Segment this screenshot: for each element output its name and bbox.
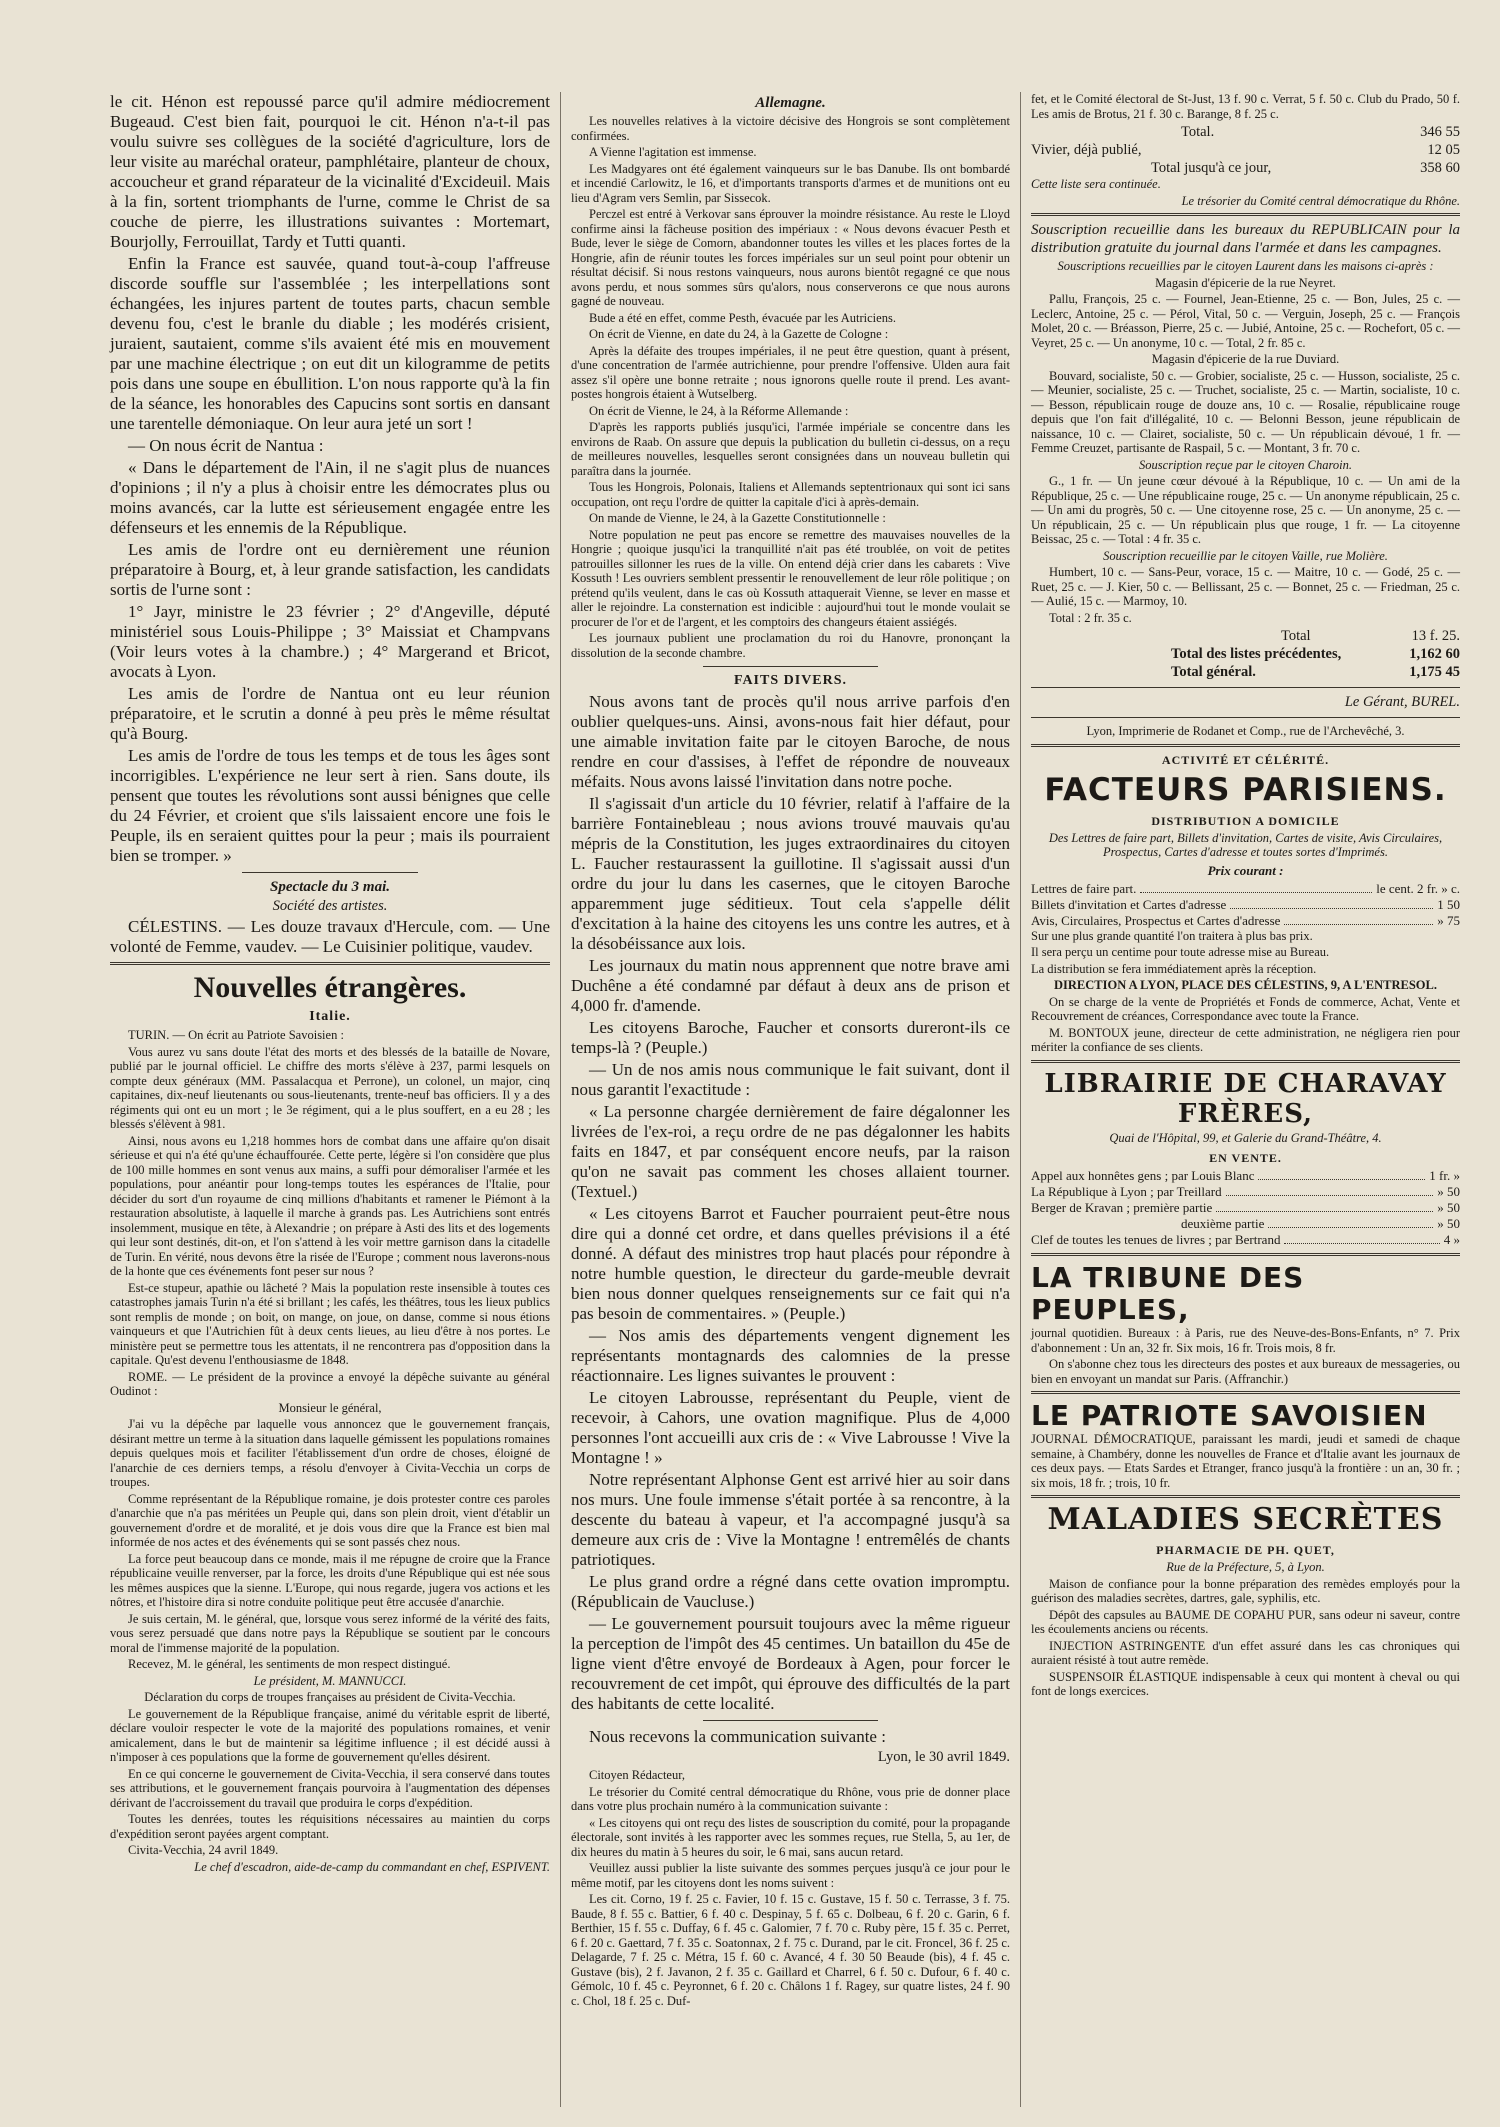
total-row [1031,663,1460,681]
ad-line: On s'abonne chez tous les directeurs des postes et aux bureaux de messageries, ou bien en envoyant un mandat sur Paris. (Affranchir.) [1031,1357,1460,1386]
divider [1031,717,1460,718]
dot-leader [1268,1216,1433,1228]
article-paragraph: Les journaux du matin nous apprennent que notre brave ami Duchêne a été condamné par défaut à deux ans de prison et 4,000 fr. d'amende. [571,956,1010,1015]
total-label: Total général. [1171,664,1256,680]
article-paragraph: Les Madgyares ont été également vainqueurs sur le bas Danube. Ils ont bombardé et incendié Carlowitz, le 16, et d'importants transports d'armes et de munitions ont eu lieu d'Agram vers Semlin, par Sissecok. [571,161,1010,205]
article-paragraph: — Un de nos amis nous communique le fait suivant, dont il nous garantit l'exactitude : [571,1060,1010,1099]
divider [703,666,879,667]
article-paragraph: « La personne chargée dernièrement de faire dégalonner les livrées de l'ex-roi, a reçu ordre de ne pas dégalonner les habits faits en 1847, et par conséquent encore neufs, par la raison qu'on ne savait pas comment les choses allaient tourner. (Textuel.) [571,1102,1010,1201]
divider [242,872,418,873]
spectacle-text: CÉLESTINS. — Les douze travaux d'Hercule, com. — Une volonté de Femme, vaudev. — Le Cuisinier politique, vaudev. [110,917,550,956]
article-paragraph: Notre population ne peut pas encore se remettre des mauvaises nouvelles de la Hongrie ; quoique jusqu'ici la tranquillité n'ait pas été troublée, on voit de petites patrouilles sillonner les rues de la ville. On entend déjà crier dans les cabarets : Vive Kossuth ! Les ouvriers semblent pressentir le renouvellement de leur rôle politique ; on prétend qu'ils veulent, dans le cas où Kossuth attaquerait Vienne, se lever en masse et aller le rejoindre. La consternation est indicible : aujourd'hui tout le monde voulait se procurer de l'or et de l'argent, et les comptoirs des changeurs étaient assiégés. [571,527,1010,629]
article-paragraph: La force peut beaucoup dans ce monde, mais il me répugne de croire que la France républicaine veuille renverser, par la force, les droits d'une République qui est née sous les mêmes auspices que la sienne. L'Europe, qui nous regarde, jugera vos actions et les nôtres, et l'histoire dira si notre conduite politique peut être accusée d'anarchie. [110,1551,550,1609]
faits-divers-heading: FAITS DIVERS. [733,673,848,688]
ad-title: MALADIES SECRÈTES [1047,1502,1444,1537]
subscription-subheading: Magasin d'épicerie de la rue Duviard. [1151,352,1340,366]
article-paragraph: « Dans le département de l'Ain, il ne s'agit plus de nuances d'opinions ; il n'y a plus à choisir entre les démocrates plus ou moins avancés, car la lutte est sérieusement engagée entre les défenseurs et les ennemis de la République. [110,458,550,537]
divider [110,962,550,965]
article-paragraph: Après la défaite des troupes impériales, il ne peut être question, quant à présent, d'une concentration de l'armée autrichienne, pour prendre l'offensive. Ulden aura fait assez s'il opère une bonne retraite ; nous ignorons quelle route il prend. Les avant-postes hongrois étaient à Wutselberg. [571,343,1010,401]
article-paragraph: J'ai vu la dépêche par laquelle vous annoncez que le gouvernement français, désirant mettre un terme à la situation dans laquelle gémissent les populations romaines depuis quelques mois et faciliter l'établissement d'un ordre de choses, éloigné de l'anarchie de ces derniers temps, a résolu d'envoyer à Civita-Vecchia un corps de troupes. [110,1417,550,1489]
ad-prix-heading: Prix courant : [1207,862,1284,878]
total-value: 358 60 [1420,160,1460,176]
foreign-news-title: Nouvelles étrangères. [193,971,467,1004]
book-price: 4 » [1443,1232,1460,1247]
signature: Le chef d'escadron, aide-de-camp du commandant en chef, ESPIVENT. [194,1859,550,1874]
article-paragraph: Citoyen Rédacteur, [589,1768,685,1782]
ad-line: M. BONTOUX jeune, directeur de cette administration, ne négligera rien pour mériter la confiance de ses clients. [1031,1025,1460,1054]
italie-heading: Italie. [309,1009,351,1024]
laurent-title: Souscriptions recueillies par le citoyen Laurent dans les maisons ci-après : [1057,259,1434,273]
article-paragraph: Est-ce stupeur, apathie ou lâcheté ? Mais la population reste insensible à toutes ces catastrophes jamais Turin n'a été si brillant ; les cafés, les théâtres, tous les lieux publics sont remplis de monde ; on boit, on mange, on joue, on danse, comme si nous étions vainqueurs et que l'Autrichien fût à deux cents lieues, au lieu d'être à nos portes. Le ministère peut se permettre tous les attentats, il ne rencontrera pas d'opposition dans la capitale. Qu'est devenu l'enthousiasme de 1848. [110,1280,550,1367]
ad-librairie-charavay [1031,1069,1460,1249]
divider [1031,1253,1460,1256]
ad-maladies-secretes [1031,1503,1460,1699]
article-paragraph: Tous les Hongrois, Polonais, Italiens et Allemands septentrionaux qui sont ici sans occupation, ont reçu l'ordre de quitter la capitale d'ici à après-demain. [571,480,1010,509]
ad-title: FACTEURS PARISIENS. [1044,771,1447,808]
ad-subhead: PHARMACIE DE PH. QUET, [1156,1543,1335,1557]
gerant-signature: Le Gérant, BUREL. [1344,694,1460,710]
subscription-list: Humbert, 10 c. — Sans-Peur, vorace, 15 c. — Maitre, 10 c. — Godé, 25 c. — Ruet, 25 c. — J. Kier, 50 c. — Bellissant, 25 c. — Bonnet, 25 c. — Friedman, 25 c. — Aulié, 15 c. — Marmoy, 10. [1031,565,1460,608]
allemagne-heading: Allemagne. [755,95,826,111]
ad-line: Maison de confiance pour la bonne préparation des remèdes employés pour la guérison des maladies secrètes, dartres, gale, syphilis, etc. [1031,1576,1460,1605]
ad-line: journal quotidien. Bureaux : à Paris, rue des Neuve-des-Bons-Enfants, n° 7. Prix d'abonnement : Un an, 32 fr. Six mois, 16 fr. Trois mois, 8 fr. [1031,1326,1460,1355]
souscription-title: Souscription recueillie dans les bureaux du REPUBLICAIN pour la distribution gratuite du journal dans l'armée et dans les campagnes. [1031,222,1460,256]
divider [703,1720,879,1721]
ad-facteurs-parisiens [1031,753,1460,1055]
dateline: Civita-Vecchia, 24 avril 1849. [128,1843,279,1857]
book-label: Clef de toutes les tenues de livres ; par Bertrand [1031,1232,1281,1247]
book-label: La République à Lyon ; par Treillard [1031,1184,1222,1199]
total-label: Total [1281,628,1311,644]
divider [1031,1060,1460,1063]
divider [1031,687,1460,688]
article-paragraph: — Le gouvernement poursuit toujours avec la même rigueur la perception de l'impôt des 45 centimes. Un bataillon du 45e de ligne vient d'être envoyé de Bordeaux à Agen, pour forcer le recouvrement de cet impôt, qui éprouve des difficultés de la part des habitants de cette localité. [571,1614,1010,1713]
declaration-title: Déclaration du corps de troupes françaises au président de Civita-Vecchia. [144,1690,516,1704]
total-row [1031,159,1460,177]
article-paragraph: Le citoyen Labrousse, représentant du Peuple, vient de recevoir, à Cahors, une ovation magnifique. Plus de 4,000 personnes l'ont accueilli aux cris de : « Vive Labrousse ! Vive la Montagne ! » [571,1388,1010,1467]
total-value: 13 f. 25. [1411,628,1460,644]
article-paragraph: Recevez, M. le général, les sentiments de mon respect distingué. [128,1657,451,1671]
salutation: Monsieur le général, [278,1400,382,1415]
ad-line: Il sera perçu un centime pour toute adresse mise au Bureau. [1031,945,1330,959]
dot-leader [1284,1232,1439,1244]
book-label: deuxième partie [1181,1216,1265,1231]
ad-line: On se charge de la vente de Propriétés et Fonds de commerce, Achat, Vente et Recouvrement de créances, Correspondance avec toute la France. [1031,994,1460,1023]
article-paragraph: ROME. — Le président de la province a envoyé la dépêche suivante au général Oudinot : [110,1369,550,1398]
article-paragraph: — On nous écrit de Nantua : [128,436,324,455]
article-paragraph: — Nos amis des départements vengent dignement les représentants montagnards des calomnies de la presse réactionnaire. Les lignes suivantes le prouvent : [571,1326,1010,1385]
total-label: Vivier, déjà publié, [1031,142,1142,158]
spectacle-title: Spectacle du 3 mai. [270,879,390,895]
article-paragraph: Les amis de l'ordre de Nantua ont eu leur réunion préparatoire, et le scrutin a donné à peu près le même résultat qu'à Bourg. [110,684,550,743]
ad-direction: DIRECTION A LYON, PLACE DES CÉLESTINS, 9, A L'ENTRESOL. [1054,978,1437,992]
continue-note: Cette liste sera continuée. [1031,177,1161,191]
book-row [1031,1232,1460,1248]
article-paragraph: Perczel est entré à Verkovar sans éprouver la moindre résistance. Au reste le Lloyd confirme ainsi la fâcheuse position des impériaux : « Nous devons évacuer Pesth et Bude, lever le siège de Comorn, abandonner toutes les villes et les places fortes de la Hongrie, afin de réunir toutes les forces impériales sur un seul point pour obtenir un résultat décisif. Si nous restons vainqueurs, nous aurons bientôt regagné ce que nous avons perdu, et nous sommes sûrs qu'alors, nous conserverons ce que nous aurons gagné de nouveau. [571,207,1010,308]
article-paragraph: Le trésorier du Comité central démocratique du Rhône, vous prie de donner place dans votre plus prochain numéro à la communication suivante : [571,1784,1010,1813]
book-label: Berger de Kravan ; première partie [1031,1200,1213,1215]
price-row [1031,913,1460,929]
article-paragraph: Les cit. Corno, 19 f. 25 c. Favier, 10 f. 15 c. Gustave, 15 f. 50 c. Terrasse, 3 f. 75. Baude, 8 f. 55 c. Battier, 6 f. 40 c. Despinay, 5 f. 65 c. Dolbeau, 6 f. 20 c. Garin, 6 f. Berthier, 15 f. 55 c. Duffay, 6 f. 45 c. Galomier, 7 f. 70 c. Ruby père, 15 f. 35 c. Perret, 6 f. 20 c. Gaettard, 7 f. 35 c. Soatonnax, 2 f. 75 c. Durand, par le cit. Froncel, 36 f. 25 c. Delagarde, 7 f. 25 c. Métra, 15 f. 60 c. Avancé, 4 f. 30 50 Beaude (bis), 4 f. 45 c. Gustave (bis), 2 f. Javanon, 2 f. 35 c. Gaillard et Charrel, 6 f. 50 c. Dufour, 6 f. 40 c. Gémolc, 10 f. 45 c. Peyronnet, 6 f. 20 c. Châlons 1 f. Ragey, sur quatre listes, 24 f. 90 c. Chol, 18 f. 25 c. Duf- [571,1892,1010,2008]
article-paragraph: Enfin la France est sauvée, quand tout-à-coup l'affreuse discorde souffle sur l'assemblée ; les interpellations sont échangées, les injures partent de toutes parts, chacun semble devenu fou, c'est le branle du diable ; les modérés crisient, juraient, sautaient, comme s'ils avaient été mis en mouvement par une machine électrique ; on eut dit un kilogramme de petits pois dans une soupe en ébullition. L'on nous rapporte qu'à la fin de la séance, les honorables des Capucins sont sortis en dansant une tarentelle démoniaque. On leur aura jeté un sort ! [110,254,550,433]
article-paragraph: Vous aurez vu sans doute l'état des morts et des blessés de la bataille de Novare, publié par le journal officiel. Le chiffre des morts s'élève à 237, parmi lesquels on compte deux généraux (MM. Passalacqua et Perrone), un colonel, un major, cinq capitaines, dix-neuf lieutenants ou sous-lieutenants, trente-neuf bas officiers. Il y a des régiments qui ont eu un mort ; le 3e régiment, qui a le plus souffert, en a eu 28 ; les blessés s'élèvent à 981. [110,1044,550,1131]
article-paragraph: Les citoyens Baroche, Faucher et consorts dureront-ils ce temps-là ? (Peuple.) [571,1018,1010,1057]
article-paragraph: On mande de Vienne, le 24, à la Gazette Constitutionnelle : [589,511,886,525]
article-paragraph: Les journaux publient une proclamation du roi du Hanovre, prononçant la dissolution de la seconde chambre. [571,631,1010,660]
article-paragraph: « Les citoyens qui ont reçu des listes de souscription du comité, pour la propagande électorale, sont invités à les rapporter avec les sommes reçues, rue Stella, 5, au 1er, de dix heures du matin à 5 heures du soir, le 6 mai, sans aucun retard. [571,1815,1010,1859]
book-row [1031,1184,1460,1200]
ad-address: Quai de l'Hôpital, 99, et Galerie du Grand-Théâtre, 4. [1109,1130,1382,1145]
column-1 [100,92,560,2107]
total-row [1031,627,1460,645]
total-value: 346 55 [1420,124,1460,140]
communication-title: Nous recevons la communication suivante : [589,1727,886,1746]
ad-title: LIBRAIRIE DE CHARAVAY FRÈRES, [1044,1068,1447,1129]
article-paragraph: fet, et le Comité électoral de St-Just, 13 f. 90 c. Verrat, 5 f. 50 c. Club du Prado, 50 f. Les amis de Brotus, 21 f. 30 c. Barange, 8 f. 25 c. [1031,92,1460,121]
divider [1031,744,1460,747]
article-paragraph: Il s'agissait d'un article du 10 février, relatif à l'affaire de la barrière Fontainebleau ; nous avions trouvé mauvais qu'au mépris de la Constitution, les juges extraordinaires du citoyen L. Faucher restaurassent la guillotine. Il s'agissait aussi d'un ordre du jour lu dans les casernes, que le citoyen Baroche apparemment juge séditieux. Tout cela s'appelle délit d'excitation à la haine des citoyens les uns contre les autres, et à la désobéissance aux lois. [571,794,1010,953]
column-2 [560,92,1020,2107]
article-paragraph: « Les citoyens Barrot et Faucher pourraient peut-être nous dire qui a donné cet ordre, et dans quelles prévisions il a été donné. A défaut des ministres trop haut placés pour répondre à notre humble question, le directeur du garde-meuble devrait bien nous donner quelques renseignements sur ce fait qui n'a pas besoin de commentaires. » (Peuple.) [571,1204,1010,1323]
article-paragraph: Je suis certain, M. le général, que, lorsque vous serez informé de la vérité des faits, vous serez persuadé que dans notre pays la République se soutient par le concours moral de l'immense majorité de la population. [110,1611,550,1655]
dot-leader [1216,1200,1433,1212]
book-price: » 50 [1437,1200,1460,1215]
ad-kicker: ACTIVITÉ ET CÉLÉRITÉ. [1161,752,1330,767]
ad-line: Dépôt des capsules au BAUME DE COPAHU PUR, sans odeur ni saveur, contre les écoulements anciens ou récents. [1031,1607,1460,1636]
subscription-list: Bouvard, socialiste, 50 c. — Grobier, socialiste, 25 c. — Husson, socialiste, 25 c. — Meunier, socialiste, 25 c. — Truchet, socialiste, 25 c. — Martin, socialiste, 10 c. — Besson, républicain rouge de douze ans, 10 c. — Rosalie, républicaine rouge depuis que l'on fait d'illégalité, 10 c. — Belonni Besson, jeune républicain de naissance, 10 c. — Clairet, socialiste, 50 c. — Un républicain dévoué, 1 fr. — Femme Creuzet, partisante de Raspail, 5 c. — Montant, 3 fr. 70 c. [1031,368,1460,455]
price-label: Avis, Circulaires, Prospectus et Cartes d'adresse [1031,912,1281,928]
book-row [1031,1200,1460,1216]
dot-leader [1258,1168,1425,1180]
article-paragraph: Notre représentant Alphonse Gent est arrivé hier au soir dans nos murs. Une foule immense s'était portée à sa rencontre, à la descente du bateau à vapeur, et l'a accompagné jusqu'à sa demeure aux cris de : Vive la Montagne ! entremêlés de chants patriotiques. [571,1470,1010,1569]
divider [1031,1495,1460,1498]
price-value: » 75 [1437,912,1460,928]
article-paragraph: Nous avons tant de procès qu'il nous arrive parfois d'en oublier quelques-uns. Ainsi, avons-nous fait hier défaut, pour une aimable invitation faite par le citoyen Baroche, de nous rendre en cour d'assises, à l'effet de répondre de nouveaux méfaits. Nous avons laissé l'invitation dans notre poche. [571,692,1010,791]
subscription-subheading: Souscription recueillie par le citoyen Vaille, rue Molière. [1103,548,1388,563]
ad-line: La distribution se fera immédiatement après la réception. [1031,961,1317,976]
total-value: 12 05 [1427,142,1460,158]
ad-title: LA TRIBUNE DES PEUPLES, [1031,1261,1305,1326]
ad-subhead: DISTRIBUTION A DOMICILE [1151,813,1340,828]
article-paragraph: TURIN. — On écrit au Patriote Savoisien : [128,1028,344,1042]
ad-line: JOURNAL DÉMOCRATIQUE, paraissant les mardi, jeudi et samedi de chaque semaine, à Chambéry, donne les nouvelles de France et d'Italie avant les journaux de ces deux pays. — Etats Sardes et Etranger, franco jusqu'à la frontière : un an, 30 fr. ; six mois, 18 fr. ; trois, 10 fr. [1031,1432,1460,1490]
subscription-subheading: Magasin d'épicerie de la rue Neyret. [1155,275,1336,290]
subscription-list: Pallu, François, 25 c. — Fournel, Jean-Etienne, 25 c. — Bon, Jules, 25 c. — Leclerc, Antoine, 25 c. — Pérol, Vital, 50 c. — Verguin, Joseph, 25 c. — François Molet, 20 c. — Bréasson, Pierre, 25 c. — Jubié, Antoine, 25 c. — Rochefort, 05 c. — Veyret, 25 c. — Un anonyme, 10 c. — Total, 2 fr. 85 c. [1031,292,1460,350]
subscription-total: Total : 2 fr. 35 c. [1049,610,1132,625]
article-paragraph: On écrit de Vienne, en date du 24, à la Gazette de Cologne : [589,327,889,341]
article-paragraph: Veuillez aussi publier la liste suivante des sommes perçues jusqu'à ce jour pour le même motif, par les citoyens dont les noms suivent : [571,1861,1010,1890]
total-label: Total. [1181,124,1215,140]
price-row [1031,881,1460,897]
total-label: Total jusqu'à ce jour, [1151,160,1272,176]
dot-leader [1284,913,1433,925]
article-paragraph: A Vienne l'agitation est immense. [589,145,757,159]
article-paragraph: D'après les rapports publiés jusqu'ici, l'armée impériale se concentre dans les environs de Raab. On assure que depuis la publication du bulletin ci-dessus, on a reçu de meilleures nouvelles, lesquelles seront consignées dans un nouveau bulletin qui paraîtra dans la journée. [571,420,1010,478]
book-row [1031,1168,1460,1184]
book-price: 1 fr. » [1429,1168,1460,1183]
article-paragraph: le cit. Hénon est repoussé parce qu'il admire médiocrement Bugeaud. C'est bien fait, pourquoi le cit. Hénon n'a-t-il pas voulu suivre ses collègues de la société d'agriculture, lors de leur visite au maréchal orateur, pamphlétaire, planteur de choux, accoucheur et grand réparateur de la vicinalité d'Excideuil. Mais à la fin, sortent triomphants de l'urne, comme le Christ de sa couche de pierre, les illustrations suivantes : Mortemart, Bourjolly, Ferrouillat, Tardy et Tutti quanti. [110,92,550,251]
total-label: Total des listes précédentes, [1171,646,1342,662]
article-paragraph: Comme représentant de la République romaine, je dois protester contre ces paroles d'anarchie que n'a pas méritées un Peuple qui, dans son plein droit, vient d'établir un gouvernement d'ordre et de moralité, et je dois vous dire que la France est bien mal informée de nos actes et des événements qui se sont passés chez nous. [110,1491,550,1549]
total-value: 1,175 45 [1409,664,1460,680]
total-value: 1,162 60 [1409,646,1460,662]
ad-title: LE PATRIOTE SAVOISIEN [1031,1399,1428,1432]
total-row [1031,141,1460,159]
article-paragraph: 1° Jayr, ministre le 23 février ; 2° d'Angeville, député ministériel sous Louis-Philippe ; 3° Maissiat et Champvans (Voir leurs votes à la chambre.) ; 4° Margerand et Bricot, avocats à Lyon. [110,602,550,681]
article-paragraph: Les amis de l'ordre de tous les temps et de tous les âges sont incorrigibles. L'expérience ne leur sert à rien. Sans doute, ils pensent que toutes les révolutions sont aussi bénignes que celle du 24 Février, et croient que s'ils laissaient encore une fois le Peuple, ils en seraient quittes pour la peur ; mais ils pourraient bien se tromper. » [110,746,550,865]
signature: Le président, M. MANNUCCI. [253,1673,407,1688]
total-row [1031,645,1460,663]
divider [1031,1391,1460,1394]
price-label: Lettres de faire part. [1031,880,1137,896]
column-3 [1020,92,1470,2107]
ad-patriote-savoisien [1031,1400,1460,1490]
spectacle-subtitle: Société des artistes. [272,898,388,914]
book-label: Appel aux honnêtes gens ; par Louis Blanc [1031,1168,1255,1183]
article-paragraph: Ainsi, nous avons eu 1,218 hommes hors de combat dans une affaire qu'on disait sérieuse et qui n'a été qu'une échauffourée. Cette perte, légère si l'on considère que plus de 100 mille hommes en sont venus aux mains, a suffi pour démoraliser l'armée et les populations, pour anéantir pour long-temps toutes les espérances de l'Italie, pour décider du sort d'un royaume de cinq millions d'habitants et ramener le Piémont à la restauration absolutiste, à laquelle il marche à grands pas. Les Autrichiens sont entrés insolemment, musique en tête, à Alexandrie ; on prépare à Asti des lits et des logements qui leur sont destinés, dit-on, et l'on s'attend à les voir mettre garnison dans la citadelle de Turin. En vérité, nous devons être la risée de l'Europe ; comment nous laverons-nous de la honte que ces événements font peser sur nous ? [110,1133,550,1278]
price-row [1031,897,1460,913]
article-paragraph: Bude a été en effet, comme Pesth, évacuée par les Autriciens. [589,310,896,325]
article-paragraph: Le plus grand ordre a régné dans cette ovation impromptu. (Républicain de Vaucluse.) [571,1572,1010,1611]
book-row [1031,1216,1460,1232]
book-price: » 50 [1437,1184,1460,1199]
article-paragraph: Les amis de l'ordre ont eu dernièrement une réunion préparatoire à Bourg, et, à leur grande satisfaction, les candidats sortis de l'urne sont : [110,540,550,599]
ad-address: Rue de la Préfecture, 5, à Lyon. [1166,1560,1325,1574]
subscription-subheading: Souscription reçue par le citoyen Charoin. [1139,457,1352,472]
ad-line: INJECTION ASTRINGENTE d'un effet assuré dans les cas chroniques qui auraient résisté à tout autre remède. [1031,1638,1460,1667]
price-value: le cent. 2 fr. » c. [1376,880,1460,896]
book-price: » 50 [1437,1216,1460,1231]
communication-date: Lyon, le 30 avril 1849. [877,1749,1010,1765]
ad-line: SUSPENSOIR ÉLASTIQUE indispensable à ceux qui montent à cheval ou qui font de longs exercices. [1031,1669,1460,1698]
dot-leader [1226,1184,1434,1196]
ad-desc: Des Lettres de faire part, Billets d'invitation, Cartes de visite, Avis Circulaires, Prospectus, Cartes d'adresse et toutes sortes d'Imprimés. [1048,830,1443,859]
article-paragraph: Toutes les denrées, toutes les réquisitions nécessaires au maintien du corps d'expédition seront payées argent comptant. [110,1812,550,1841]
dot-leader [1230,897,1433,909]
article-paragraph: Le gouvernement de la République française, animé du véritable esprit de liberté, déclare vouloir respecter le vote de la majorité des populations romaines, et venir amicalement, dans le but de maintenir sa légitime influence ; il est décidé aussi à n'imposer à ces populations que la forme de gouvernement qu'elles désirent. [110,1706,550,1764]
divider [1031,213,1460,216]
subscription-list: G., 1 fr. — Un jeune cœur dévoué à la République, 10 c. — Un ami de la République, 25 c. — Une républicaine rouge, 25 c. — Un anonyme républicain, 25 c. — Un ami du progrès, 50 c. — Une citoyenne rose, 25 c. — Un anonyme, 25 c. — Un républicain, 25 c. — Un républicain plus que rouge, 1 fr. — La citoyenne Beissac, 25 c. — Total : 4 fr. 35 c. [1031,474,1460,546]
tresorier-signature: Le trésorier du Comité central démocratique du Rhône. [1181,193,1460,208]
ad-subhead: EN VENTE. [1209,1151,1282,1165]
article-paragraph: En ce qui concerne le gouvernement de Civita-Vecchia, il sera conservé dans toutes ses attributions, et le gouvernement français pourvoira à l'augmentation des dépenses dérivant de l'accroissement du travail que produira le corps d'expédition. [110,1766,550,1810]
price-label: Billets d'invitation et Cartes d'adresse [1031,896,1227,912]
article-paragraph: Les nouvelles relatives à la victoire décisive des Hongrois se sont complètement confirmées. [571,114,1010,143]
imprimerie-line: Lyon, Imprimerie de Rodanet et Comp., rue de l'Archevêché, 3. [1086,724,1405,738]
price-value: 1 50 [1437,896,1460,912]
dot-leader [1140,881,1372,893]
article-paragraph: On écrit de Vienne, le 24, à la Réforme Allemande : [589,403,849,418]
total-row [1031,123,1460,141]
ad-tribune-des-peuples [1031,1262,1460,1386]
ad-line: Sur une plus grande quantité l'on traitera à plus bas prix. [1031,928,1313,943]
